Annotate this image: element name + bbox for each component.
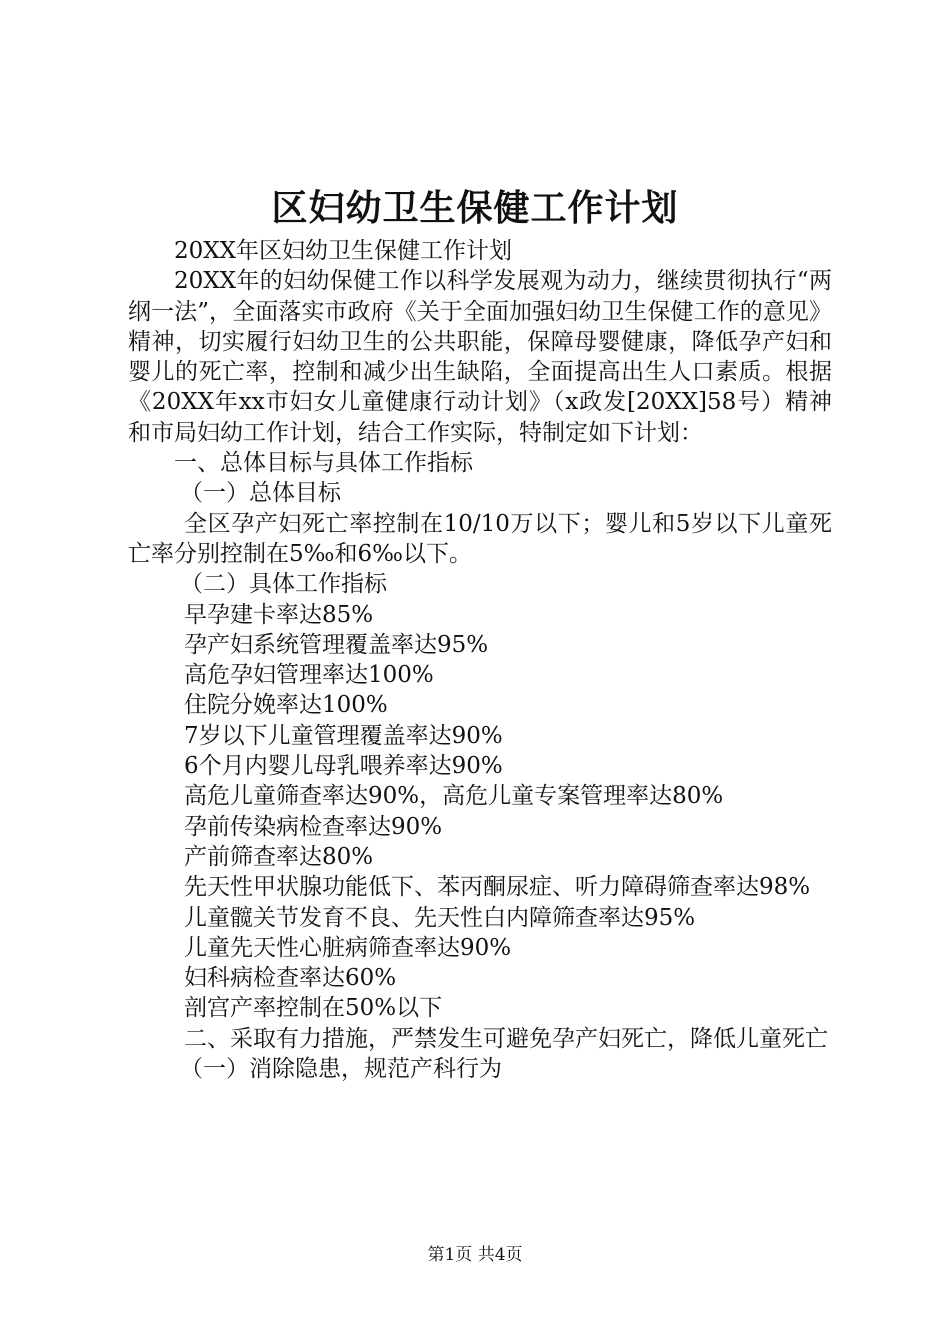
document-title: 区妇幼卫生保健工作计划 bbox=[271, 187, 679, 229]
indicator-item: 妇科病检查率达60% bbox=[184, 965, 397, 992]
indicator-item: 早孕建卡率达85% bbox=[184, 601, 374, 628]
indicator-item: 儿童髋关节发育不良、先天性白内障筛查率达95% bbox=[184, 904, 696, 931]
indicator-item: 孕产妇系统管理覆盖率达95% bbox=[184, 631, 489, 658]
indicator-item: 6个月内婴儿母乳喂养率达90% bbox=[184, 753, 503, 780]
indicator-item: 孕前传染病检查率达90% bbox=[184, 813, 443, 840]
paragraph-subtitle: 20XX年区妇幼卫生保健工作计划 bbox=[174, 238, 513, 264]
indicator-item: 产前筛查率达80% bbox=[184, 843, 374, 870]
paragraph-overall-goal: 全区孕产妇死亡率控制在10/10万以下；婴儿和5岁以下儿童死亡率分别控制在5‰和6‰以下。 bbox=[128, 510, 832, 567]
subsection-heading-2-1: （一）消除隐患，规范产科行为 bbox=[180, 1056, 502, 1083]
subsection-heading-1-2: （二）具体工作指标 bbox=[180, 571, 387, 598]
indicator-item: 7岁以下儿童管理覆盖率达90% bbox=[184, 722, 503, 749]
indicator-item: 高危儿童筛查率达90%，高危儿童专案管理率达80% bbox=[184, 783, 724, 810]
section-heading-1: 一、总体目标与具体工作指标 bbox=[174, 450, 473, 477]
indicator-item: 住院分娩率达100% bbox=[184, 692, 388, 719]
indicator-item: 高危孕妇管理率达100% bbox=[184, 662, 434, 689]
indicator-item: 先天性甲状腺功能低下、苯丙酮尿症、听力障碍筛查率达98% bbox=[184, 874, 811, 901]
indicator-item: 剖宫产率控制在50%以下 bbox=[184, 995, 443, 1022]
section-heading-2: 二、采取有力措施，严禁发生可避免孕产妇死亡，降低儿童死亡 bbox=[184, 1025, 828, 1052]
subsection-heading-1-1: （一）总体目标 bbox=[180, 480, 341, 507]
page-footer: 第1页 共4页 bbox=[427, 1245, 523, 1265]
document-body bbox=[128, 236, 832, 1084]
indicator-item: 儿童先天性心脏病筛查率达90% bbox=[184, 934, 512, 961]
paragraph-intro: 20XX年的妇幼保健工作以科学发展观为动力，继续贯彻执行“两纲一法”，全面落实市政府《关于全面加强妇幼卫生保健工作的意见》精神，切实履行妇幼卫生的公共职能，保障母婴健康，降低孕产妇和婴儿的死亡率，控制和减少出生缺陷，全面提高出生人口素质。根据《20XX年xx市妇女儿童健康行动计划》（x政发[20XX]58号）精神和市局妇幼工作计划，结合工作实际，特制定如下计划： bbox=[128, 268, 832, 446]
